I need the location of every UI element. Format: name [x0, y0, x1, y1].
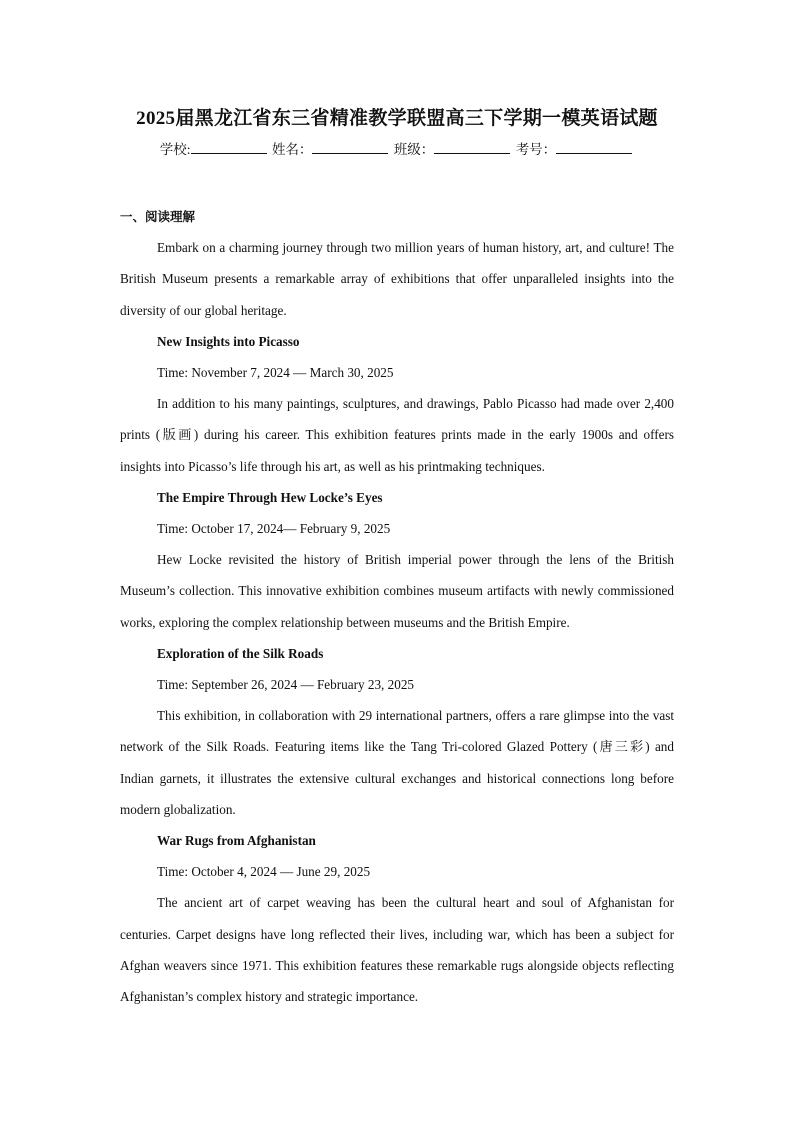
intro-paragraph: Embark on a charming journey through two million years of human history, art, and culture! The British Museum presents a remarkable array of exhibitions that offer unparalleled insights into the diversity of our global heritage.	[120, 240, 674, 318]
exhibition-title: The Empire Through Hew Locke’s Eyes	[157, 489, 383, 505]
exhibition-time: Time: October 4, 2024 — June 29, 2025	[157, 864, 371, 880]
name-label: 姓名：	[271, 142, 313, 157]
exhibition-title: New Insights into Picasso	[157, 333, 300, 349]
class-blank[interactable]	[434, 141, 510, 154]
exhibition-title: War Rugs from Afghanistan	[157, 833, 316, 849]
exhibition-title: Exploration of the Silk Roads	[157, 645, 324, 661]
exhibition-description: In addition to his many paintings, sculptures, and drawings, Pablo Picasso had made over 2,400 prints (版画) during his career. This exhibition features prints made in the early 1900s and offers insights into Picasso’s life through his art, as well as his printmaking techniques.	[120, 396, 674, 474]
section-heading: 一、阅读理解	[120, 209, 196, 224]
exhibition-time: Time: October 17, 2024— February 9, 2025	[157, 521, 391, 537]
name-blank[interactable]	[312, 141, 388, 154]
student-info-line	[0, 138, 794, 158]
exhibition-time: Time: September 26, 2024 — February 23, 2025	[157, 677, 415, 693]
school-blank[interactable]	[191, 141, 267, 154]
exhibition-description: Hew Locke revisited the history of British imperial power through the lens of the British Museum’s collection. This innovative exhibition combines museum artifacts with newly commissioned works, exploring the complex relationship between museums and the British Empire.	[120, 552, 674, 630]
school-label: 学校:	[159, 142, 191, 157]
exhibition-time: Time: November 7, 2024 — March 30, 2025	[157, 365, 394, 381]
document-title: 2025届黑龙江省东三省精准教学联盟高三下学期一模英语试题	[136, 108, 658, 129]
exam-number-blank[interactable]	[556, 141, 632, 154]
reading-section	[120, 201, 674, 1012]
class-label: 班级：	[393, 142, 435, 157]
exhibition-description: The ancient art of carpet weaving has been the cultural heart and soul of Afghanistan for centuries. Carpet designs have long reflected their lives, including war, which has been a subject for Afghan weavers since 1971. This exhibition features these remarkable rugs alongside objects reflecting Afghanistan’s complex history and strategic importance.	[120, 895, 674, 1005]
exam-number-label: 考号：	[515, 142, 557, 157]
exhibition-description: This exhibition, in collaboration with 29 international partners, offers a rare glimpse into the vast network of the Silk Roads. Featuring items like the Tang Tri-colored Glazed Pottery (唐三彩) and Indian garnets, it illustrates the extensive cultural exchanges and historical connections long before modern globalization.	[120, 708, 674, 817]
